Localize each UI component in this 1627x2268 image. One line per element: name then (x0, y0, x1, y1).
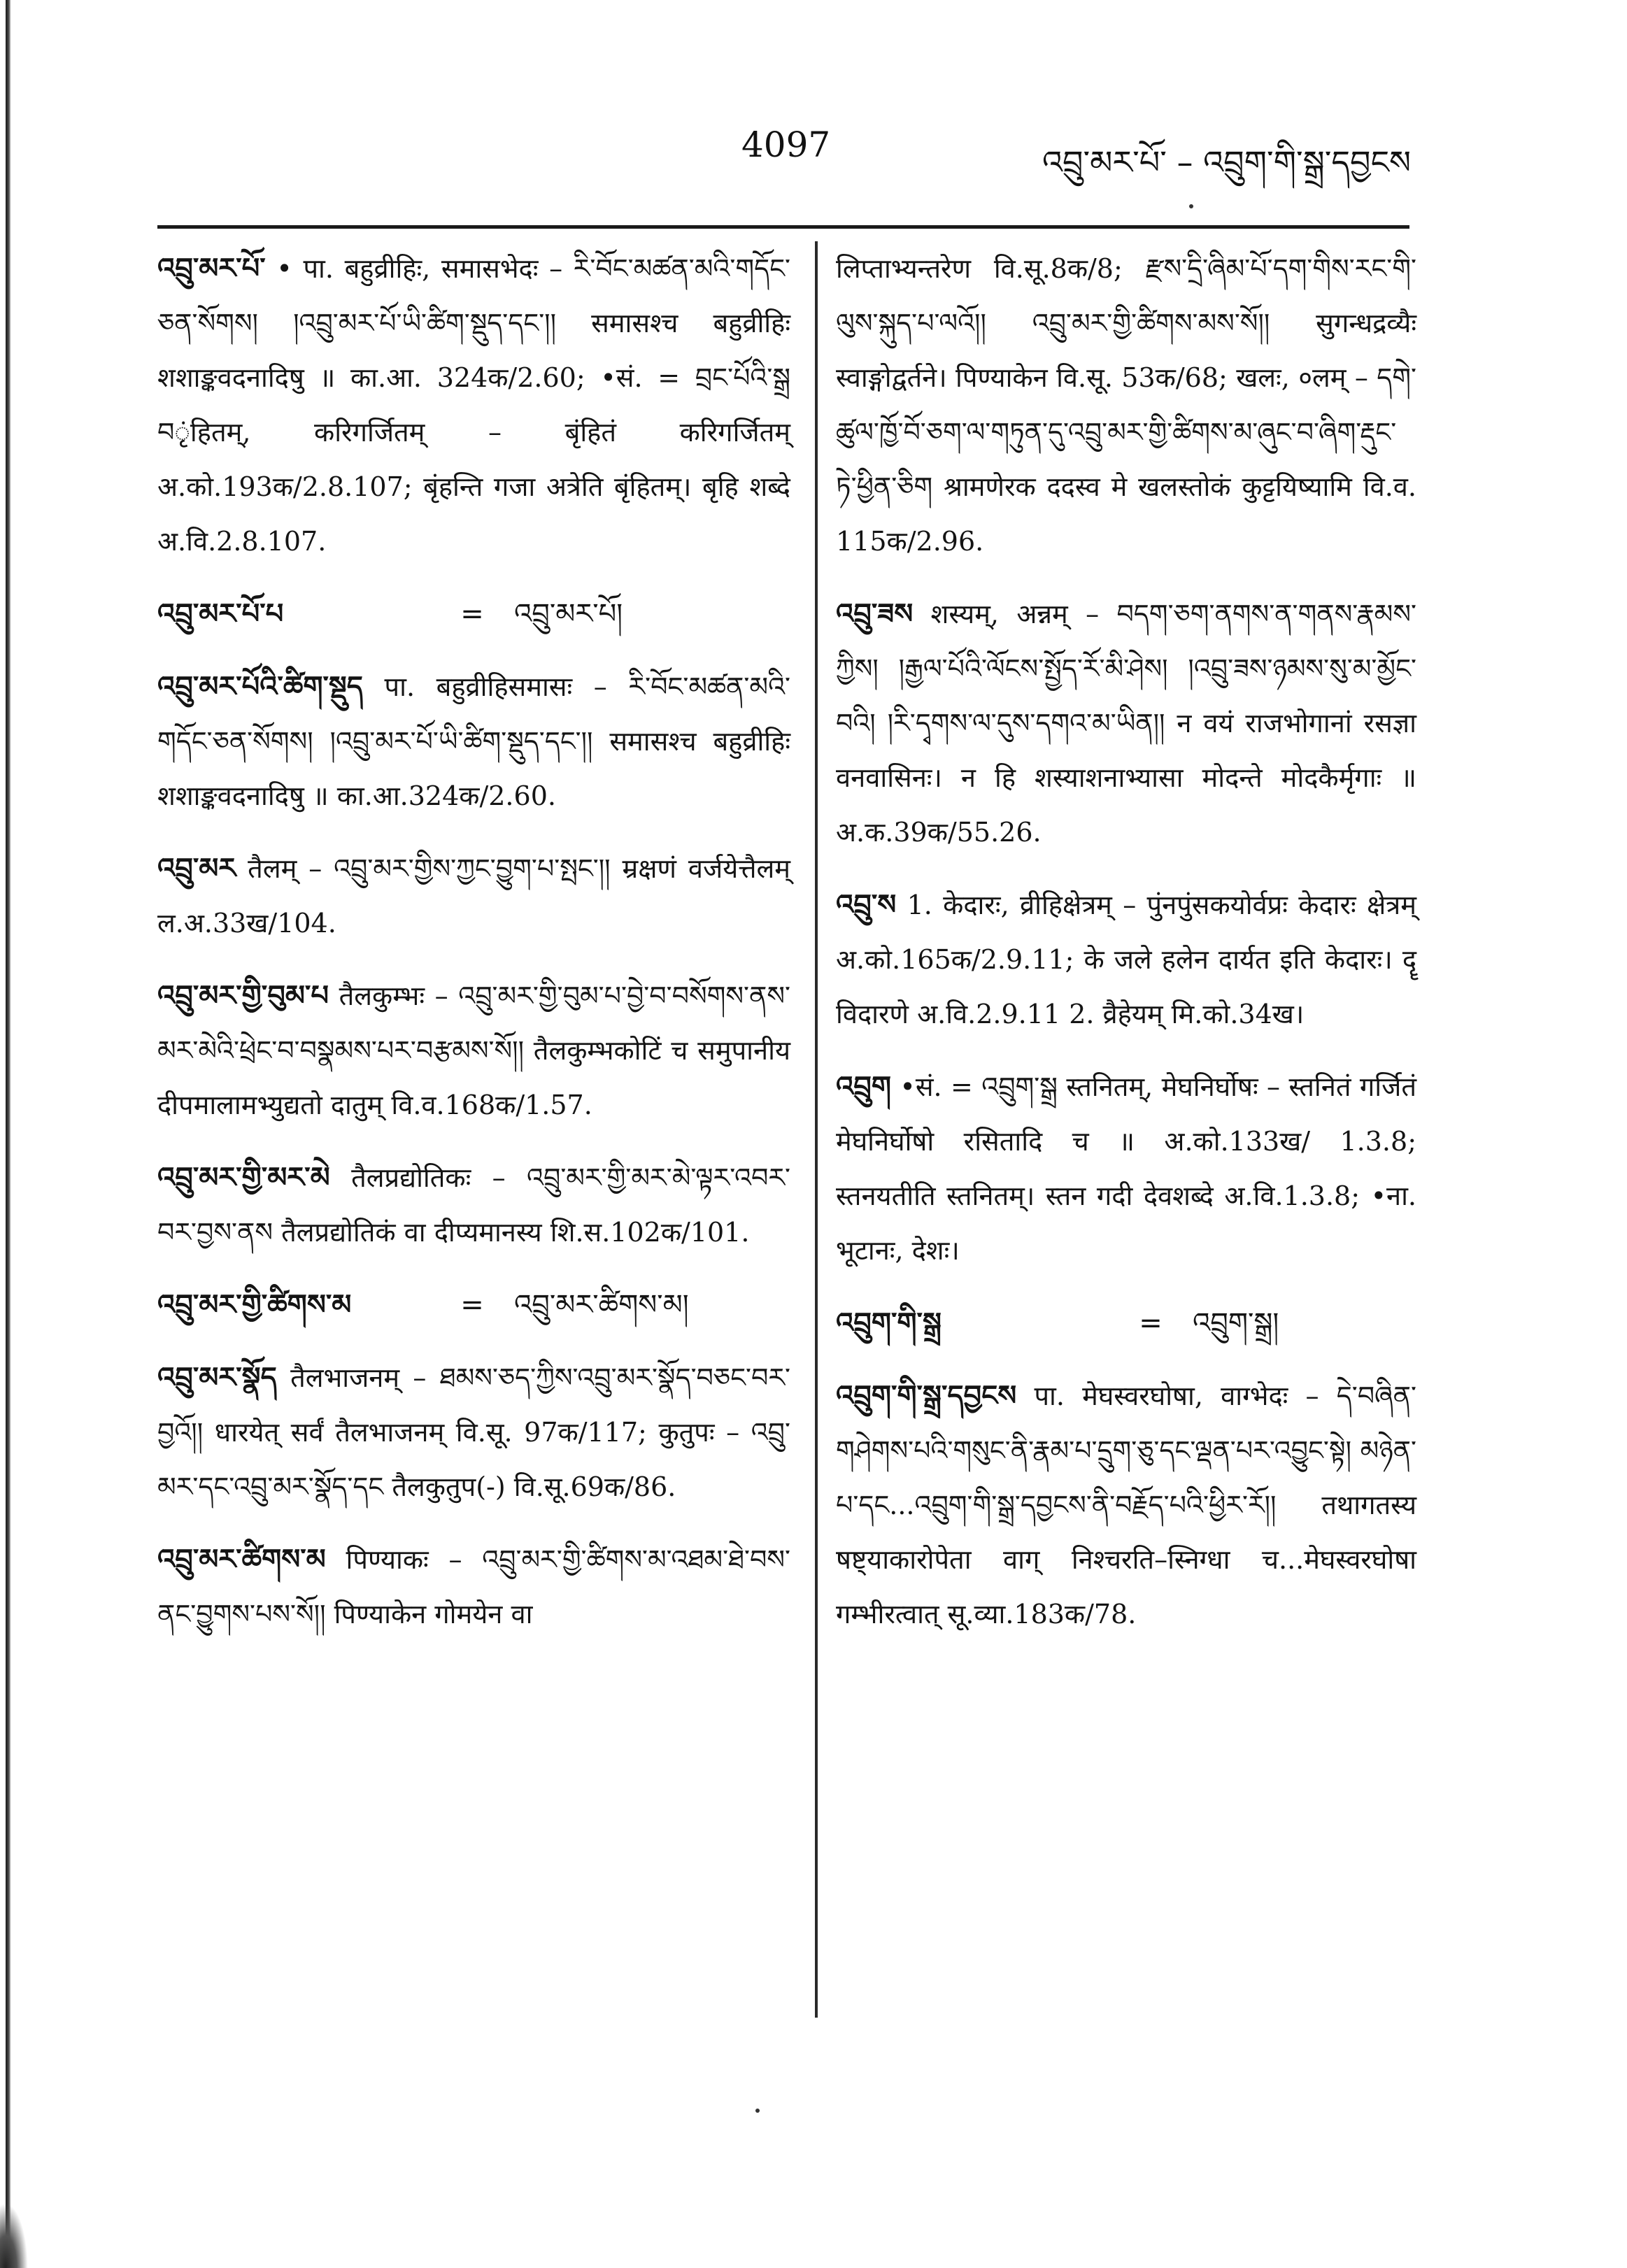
entry-headword: འབྲུག་གི་སྒྲ (836, 1307, 942, 1339)
cross-reference-entry (157, 1278, 790, 1332)
dictionary-entry (157, 1150, 790, 1260)
header-rule (157, 225, 1409, 229)
equals-sign: = (1139, 1307, 1163, 1339)
entry-headword: འབྲུ་མར་པོ་ (157, 252, 266, 285)
column-divider (815, 241, 818, 2018)
dictionary-entry (836, 878, 1416, 1041)
entry-headword: འབྲུ་མར་སྣོད (157, 1362, 277, 1394)
dictionary-entry (157, 241, 790, 569)
cross-reference-entry (157, 587, 790, 641)
entry-headword: འབྲུག་གི་སྒྲ་དབྱངས (836, 1380, 1017, 1412)
page-number: 4097 (741, 124, 831, 165)
entry-definition: पिण्याकः – འབྲུ་མར་གྱི་ཚིགས་མ་འཐམ་ཐེ་བས་ནང་བྱུགས་པས་སོ།། पिण्याकेन गोमयेन वा (157, 1544, 790, 1629)
dictionary-entry (157, 969, 790, 1132)
dictionary-entry (157, 659, 790, 823)
running-head: འབྲུ་མར་པོ་ – འབྲུག་གི་སྒྲ་དབྱངས (1042, 143, 1412, 181)
dictionary-entry (836, 587, 1416, 860)
scan-speck (1189, 204, 1193, 208)
cross-reference-target: འབྲུ་མར་ཚིགས་མ། (514, 1289, 689, 1321)
entry-definition: •सं. = འབྲུག་སྒྲ स्तनितम्, मेघनिर्घोषः – स्तनितं गर्जितं मेघनिर्घोषो रसितादि च ॥ अ.को.133ख/ 1.3.8; स्तनयतीति स्तनितम्। स्तन गदी देवशब्दे अ.वि.1.3.8; •ना. भूटानः, देशः। (836, 1071, 1416, 1266)
entry-headword: འབྲུག (836, 1071, 891, 1103)
entry-definition: 1. केदारः, व्रीहिक्षेत्रम् – पुंनपुंसकयोर्वप्रः केदारः क्षेत्रम् अ.को.165क/2.9.11; के जले हलेन दार्यत इति केदारः। दॄ विदारणे अ.वि.2.9.11 2. व्रैहेयम् मि.को.34ख। (836, 890, 1416, 1029)
entry-definition: पा. बहुव्रीहिसमासः – རི་བོང་མཚན་མའི་གདོང་ཅན་སོགས། །འབྲུ་མར་པོ་ཡི་ཚིག་སྡུད་དང་།། समासश्च बहुव्रीहिः शशाङ्कवदनादिषु ॥ का.आ.324क/2.60. (157, 671, 790, 811)
entry-headword: འབྲུ་མར་གྱི་ཚིགས་མ (157, 1289, 352, 1321)
continued-entry (836, 241, 1416, 569)
entry-headword: འབྲུ་མར་གྱི་བུམ་པ (157, 980, 329, 1012)
right-column (836, 241, 1416, 1660)
entry-headword: འབྲུ་མར་པོ་པ (157, 598, 284, 630)
entry-headword: འབྲུ་ས (836, 889, 897, 921)
entry-headword: འབྲུ་ཟས (836, 598, 914, 630)
entry-definition: शस्यम्, अन्नम् – བདག་ཅག་ནགས་ན་གནས་རྣམས་ཀྱིས། །རྒྱལ་པོའི་ལོངས་སྤྱོད་རོ་མི་ཤེས། །འབྲུ་ཟས་ཉམས་སུ་མ་མྱོང་བའི། །རི་དྭགས་ལ་དུས་དགའ་མ་ཡིན།། न वयं राजभोगानां रसज्ञा वनवासिनः। न हि शस्याशनाभ्यासा मोदन्ते मोदकैर्मृगाः ॥ अ.क.39क/55.26. (836, 599, 1416, 848)
dictionary-entry (157, 841, 790, 950)
cross-reference-target: འབྲུག་སྒྲ། (1193, 1307, 1279, 1339)
entry-headword: འབྲུ་མར་གྱི་མར་མེ (157, 1162, 330, 1194)
entry-definition: • पा. बहुव्रीहिः, समासभेदः – རི་བོང་མཚན་མའི་གདོང་ཅན་སོགས། །འབྲུ་མར་པོ་ཡི་ཚིག་སྡུད་དང་།། समासश्च बहुव्रीहिः शशाङ्कवदनादिषु ॥ का.आ. 324क/2.60; •सं. = བྲང་པོའི་སྒྲ བृंहितम्, करिगर्जितम् – बृंहितं करिगर्जितम् अ.को.193क/2.8.107; बृंहन्ति गजा अत्रेति बृंहितम्। बृहि शब्दे अ.वि.2.8.107. (157, 253, 790, 557)
entry-headword: འབྲུ་མར་ཚིགས་མ (157, 1543, 326, 1576)
dictionary-entry (157, 1532, 790, 1641)
dictionary-entry (836, 1369, 1416, 1641)
entry-definition: तैलभाजनम् – ཐམས་ཅད་ཀྱིས་འབྲུ་མར་སྣོད་བཅང་བར་བྱའོ།། धारयेत् सर्वं तैलभाजनम् वि.सू. 97क/117; कुतुपः – འབྲུ་མར་དང་འབྲུ་མར་སྣོད་དང तैलकुतुप(-) वि.सू.69क/86. (157, 1362, 790, 1502)
book-spine-edge (6, 0, 10, 2268)
entry-headword: འབྲུ་མར (157, 853, 236, 885)
equals-sign: = (460, 598, 484, 630)
cross-reference-target: འབྲུ་མར་པོ། (514, 598, 623, 630)
entry-definition: पा. मेघस्वरघोषा, वाग्भेदः – དེ་བཞིན་གཤེགས་པའི་གསུང་ནི་རྣམ་པ་དྲུག་ཅུ་དང་ལྡན་པར་འབྱུང་སྟེ། མཉེན་པ་དང...འབྲུག་གི་སྒྲ་དབྱངས་ནི་བརྗོད་པའི་ཕྱིར་རོ།། तथागतस्य षष्ट्याकारोपेता वाग् निश्चरति–स्निग्धा च...मेघस्वरघोषा गम्भीरत्वात् सू.व्या.183क/78. (836, 1381, 1416, 1629)
book-spine-shadow (0, 2203, 28, 2268)
dictionary-entry (836, 1060, 1416, 1278)
equals-sign: = (460, 1289, 484, 1321)
dictionary-entry (157, 1350, 790, 1514)
scan-speck (755, 2109, 760, 2113)
entry-definition: तैलकुम्भः – འབྲུ་མར་གྱི་བུམ་པ་བྱེ་བ་བསོགས་ནས་མར་མེའི་ཕྲེང་བ་བསྣམས་པར་བརྩམས་སོ།། तैलकुम्भकोटिं च समुपानीय दीपमालामभ्युद्यतो दातुम् वि.व.168क/1.57. (157, 980, 790, 1120)
entry-definition: तैलप्रद्योतिकः – འབྲུ་མར་གྱི་མར་མེ་ལྟར་འབར་བར་བྱས་ནས तैलप्रद्योतिकं वा दीप्यमानस्य शि.स.102क/101. (157, 1162, 790, 1248)
cross-reference-entry (836, 1296, 1416, 1350)
entry-definition: लिप्ताभ्यन्तरेण वि.सू.8क/8; རྫས་དྲི་ཞིམ་པོ་དག་གིས་རང་གི་ལུས་སྐུད་པ་ལའོ།། འབྲུ་མར་གྱི་ཚིགས་མས་སོ།། सुगन्धद्रव्यैः स्वाङ्गोद्वर्तने। पिण्याकेन वि.सू. 53क/68; खलः, ०लम् – དགེ་ཚུལ་ཁྱོ་བོ་ཅག་ལ་གཏུན་དུ་འབྲུ་མར་གྱི་ཚིགས་མ་ཞུང་བ་ཞིག་རྡུང་ཏེ་ཕྱིན་ཅིག श्रामणेरक ददस्व मे खलस्तोकं कुट्टयिष्यामि वि.व. 115क/2.96. (836, 253, 1416, 557)
entry-definition: तैलम् – འབྲུ་མར་གྱིས་ཀྱང་བྱུག་པ་སྤང་།། म्रक्षणं वर्जयेत्तैलम् ल.अ.33ख/104. (157, 853, 790, 939)
left-column (157, 241, 790, 1660)
entry-headword: འབྲུ་མར་པོའི་ཚིག་སྡུད (157, 671, 363, 703)
